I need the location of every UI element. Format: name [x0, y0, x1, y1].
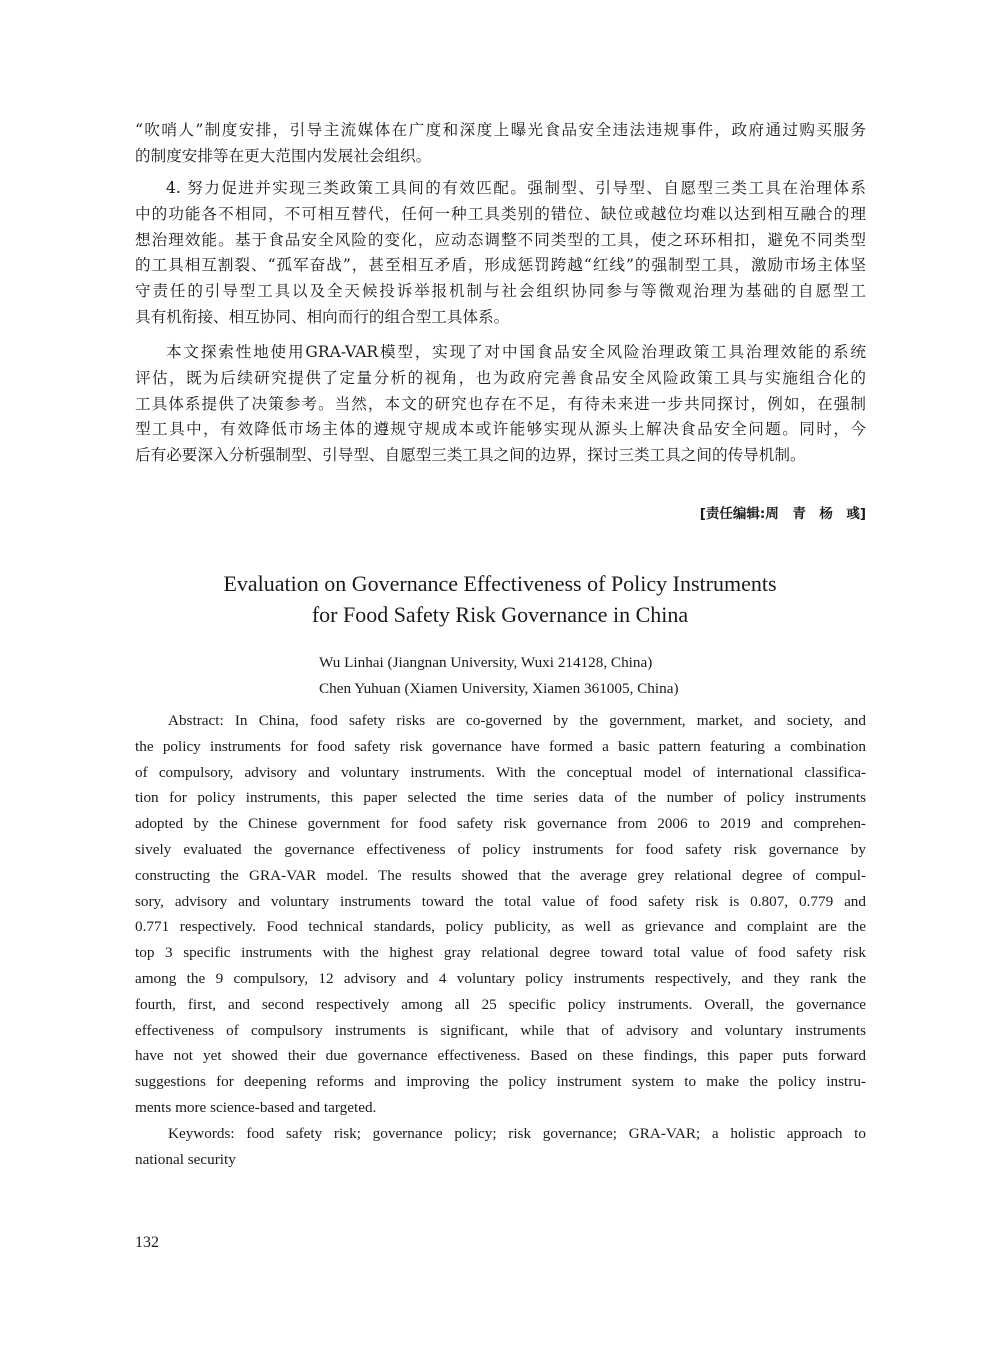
text-line: 4. 努力促进并实现三类政策工具间的有效匹配。强制型、引导型、自愿型三类工具在治理体系	[166, 179, 866, 197]
text-line: 型工具中，有效降低市场主体的遵规守规成本或许能够实现从源头上解决食品安全问题。同时，今	[135, 420, 866, 439]
text-line: sively evaluated the governance effectiveness of policy instruments for food safety risk governance by	[135, 840, 866, 858]
text-line: 评估，既为后续研究提供了定量分析的视角，也为政府完善食品安全风险政策工具与实施组合化的	[135, 368, 866, 387]
abstract-text: In China, food safety risks are co-governed by the government, market, and society, and	[223, 712, 866, 729]
text-line: 守责任的引导型工具以及全天候投诉举报机制与社会组织协同参与等微观治理为基础的自愿型工	[135, 282, 866, 301]
keywords-label: Keywords:	[168, 1125, 235, 1142]
text-line: adopted by the Chinese government for food safety risk governance from 2006 to 2019 and comprehen-	[135, 815, 866, 833]
text-line: fourth, first, and second respectively among all 25 specific policy instruments. Overall, the governance	[135, 995, 866, 1013]
chinese-paragraph-3	[135, 340, 866, 469]
text-line: 后有必要深入分析强制型、引导型、自愿型三类工具之间的边界，探讨三类工具之间的传导机制。	[135, 446, 806, 465]
text-line: of compulsory, advisory and voluntary instruments. With the conceptual model of international classifica-	[135, 763, 866, 781]
author-affiliation: Wu Linhai (Jiangnan University, Wuxi 214128, China)	[319, 654, 653, 671]
text-line: 0.771 respectively. Food technical standards, policy publicity, as well as grievance and complaint are the	[135, 918, 866, 936]
text-line: 工具体系提供了决策参考。当然，本文的研究也存在不足，有待未来进一步共同探讨，例如，在强制	[135, 394, 866, 413]
author-list	[319, 650, 679, 702]
text-line: effectiveness of compulsory instruments is significant, while that of advisory and voluntary instruments	[135, 1021, 866, 1039]
chinese-paragraph-1	[135, 118, 866, 170]
abstract-label: Abstract:	[168, 712, 224, 729]
text-line: 具有机衔接、相互协同、相向而行的组合型工具体系。	[135, 307, 510, 326]
text-line: 本文探索性地使用GRA-VAR模型，实现了对中国食品安全风险治理政策工具治理效能的系统	[166, 343, 866, 361]
text-line: top 3 specific instruments with the highest gray relational degree toward total value of food safety risk	[135, 944, 866, 962]
text-line: among the 9 compulsory, 12 advisory and 4 voluntary policy instruments respectively, and they rank the	[135, 969, 866, 987]
text-line: “吹哨人”制度安排，引导主流媒体在广度和深度上曝光食品安全违法违规事件，政府通过购买服务	[135, 121, 866, 139]
chinese-paragraph-2	[135, 176, 866, 331]
text-line: 想治理效能。基于食品安全风险的变化，应动态调整不同类型的工具，使之环环相扣，避免不同类型	[135, 230, 866, 249]
keywords	[135, 1121, 866, 1173]
text-line	[135, 1121, 866, 1147]
keywords-text: food safety risk; governance policy; risk governance; GRA-VAR; a holistic approach to	[234, 1125, 866, 1142]
text-line: 的工具相互割裂、“孤军奋战”，甚至相互矛盾，形成惩罚跨越“红线”的强制型工具，激励市场主体坚	[135, 256, 866, 275]
abstract	[135, 708, 866, 1121]
author-affiliation: Chen Yuhuan (Xiamen University, Xiamen 361005, China)	[319, 680, 679, 697]
text-line: 中的功能各不相同，不可相互替代，任何一种工具类别的错位、缺位或越位均难以达到相互融合的理	[135, 204, 866, 223]
title-line: Evaluation on Governance Effectiveness of Policy Instruments	[223, 571, 777, 596]
text-line: tion for policy instruments, this paper selected the time series data of the number of policy instruments	[135, 789, 866, 807]
text-line: sory, advisory and voluntary instruments toward the total value of food safety risk is 0.807, 0.779 and	[135, 892, 866, 910]
text-line	[135, 708, 866, 734]
text-line: the policy instruments for food safety risk governance have formed a basic pattern featuring a combination	[135, 737, 866, 755]
title-line: for Food Safety Risk Governance in China	[311, 602, 689, 627]
text-line: 的制度安排等在更大范围内发展社会组织。	[135, 146, 432, 165]
text-line: national security	[135, 1150, 236, 1168]
text-line: suggestions for deepening reforms and improving the policy instrument system to make the policy instru-	[135, 1073, 866, 1091]
text-line: ments more science-based and targeted.	[135, 1098, 377, 1116]
text-line: have not yet showed their due governance effectiveness. Based on these findings, this paper puts forward	[135, 1047, 866, 1065]
text-line: constructing the GRA-VAR model. The results showed that the average grey relational degree of compul-	[135, 866, 866, 884]
english-title	[0, 568, 1000, 630]
page-number: 132	[135, 1234, 159, 1251]
responsible-editor-note: [责任编辑:周 青 杨 彧]	[699, 506, 866, 522]
